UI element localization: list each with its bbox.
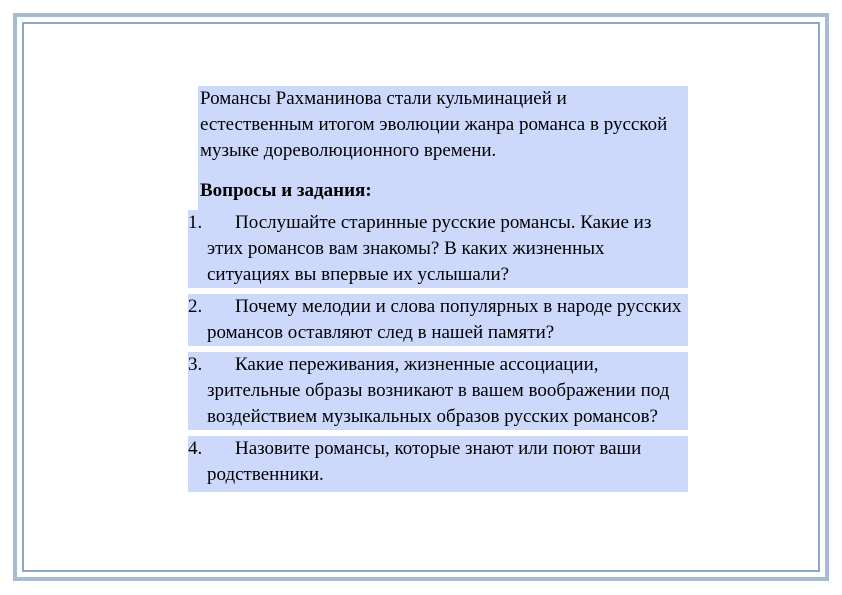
question-item-2 bbox=[188, 294, 688, 346]
question-item-4 bbox=[188, 436, 688, 492]
questions-list bbox=[188, 210, 688, 492]
question-item-3 bbox=[188, 352, 688, 430]
intro-spacer bbox=[198, 164, 688, 178]
question-text: Почему мелодии и слова популярных в народе русских романсов оставляют след в нашей памяти? bbox=[207, 296, 682, 343]
question-number: 1. bbox=[188, 212, 203, 233]
intro-paragraph: Романсы Рахманинова стали кульминацией и естественным итогом эволюции жанра романса в русской музыке дореволюционного времени. bbox=[198, 86, 688, 164]
slide-text-block bbox=[188, 86, 688, 492]
question-text: Послушайте старинные русские романсы. Какие из этих романсов вам знакомы? В каких жизненных ситуациях вы впервые их услышали? bbox=[207, 212, 652, 285]
question-item-1 bbox=[188, 210, 688, 288]
question-number: 3. bbox=[188, 354, 203, 375]
questions-heading: Вопросы и задания: bbox=[198, 178, 688, 204]
question-text: Назовите романсы, которые знают или поют ваши родственники. bbox=[207, 438, 642, 485]
question-number: 2. bbox=[188, 296, 203, 317]
question-number: 4. bbox=[188, 438, 203, 459]
question-text: Какие переживания, жизненные ассоциации, зрительные образы возникают в вашем воображении под воздействием музыкальных образов русских романсов? bbox=[207, 354, 670, 427]
